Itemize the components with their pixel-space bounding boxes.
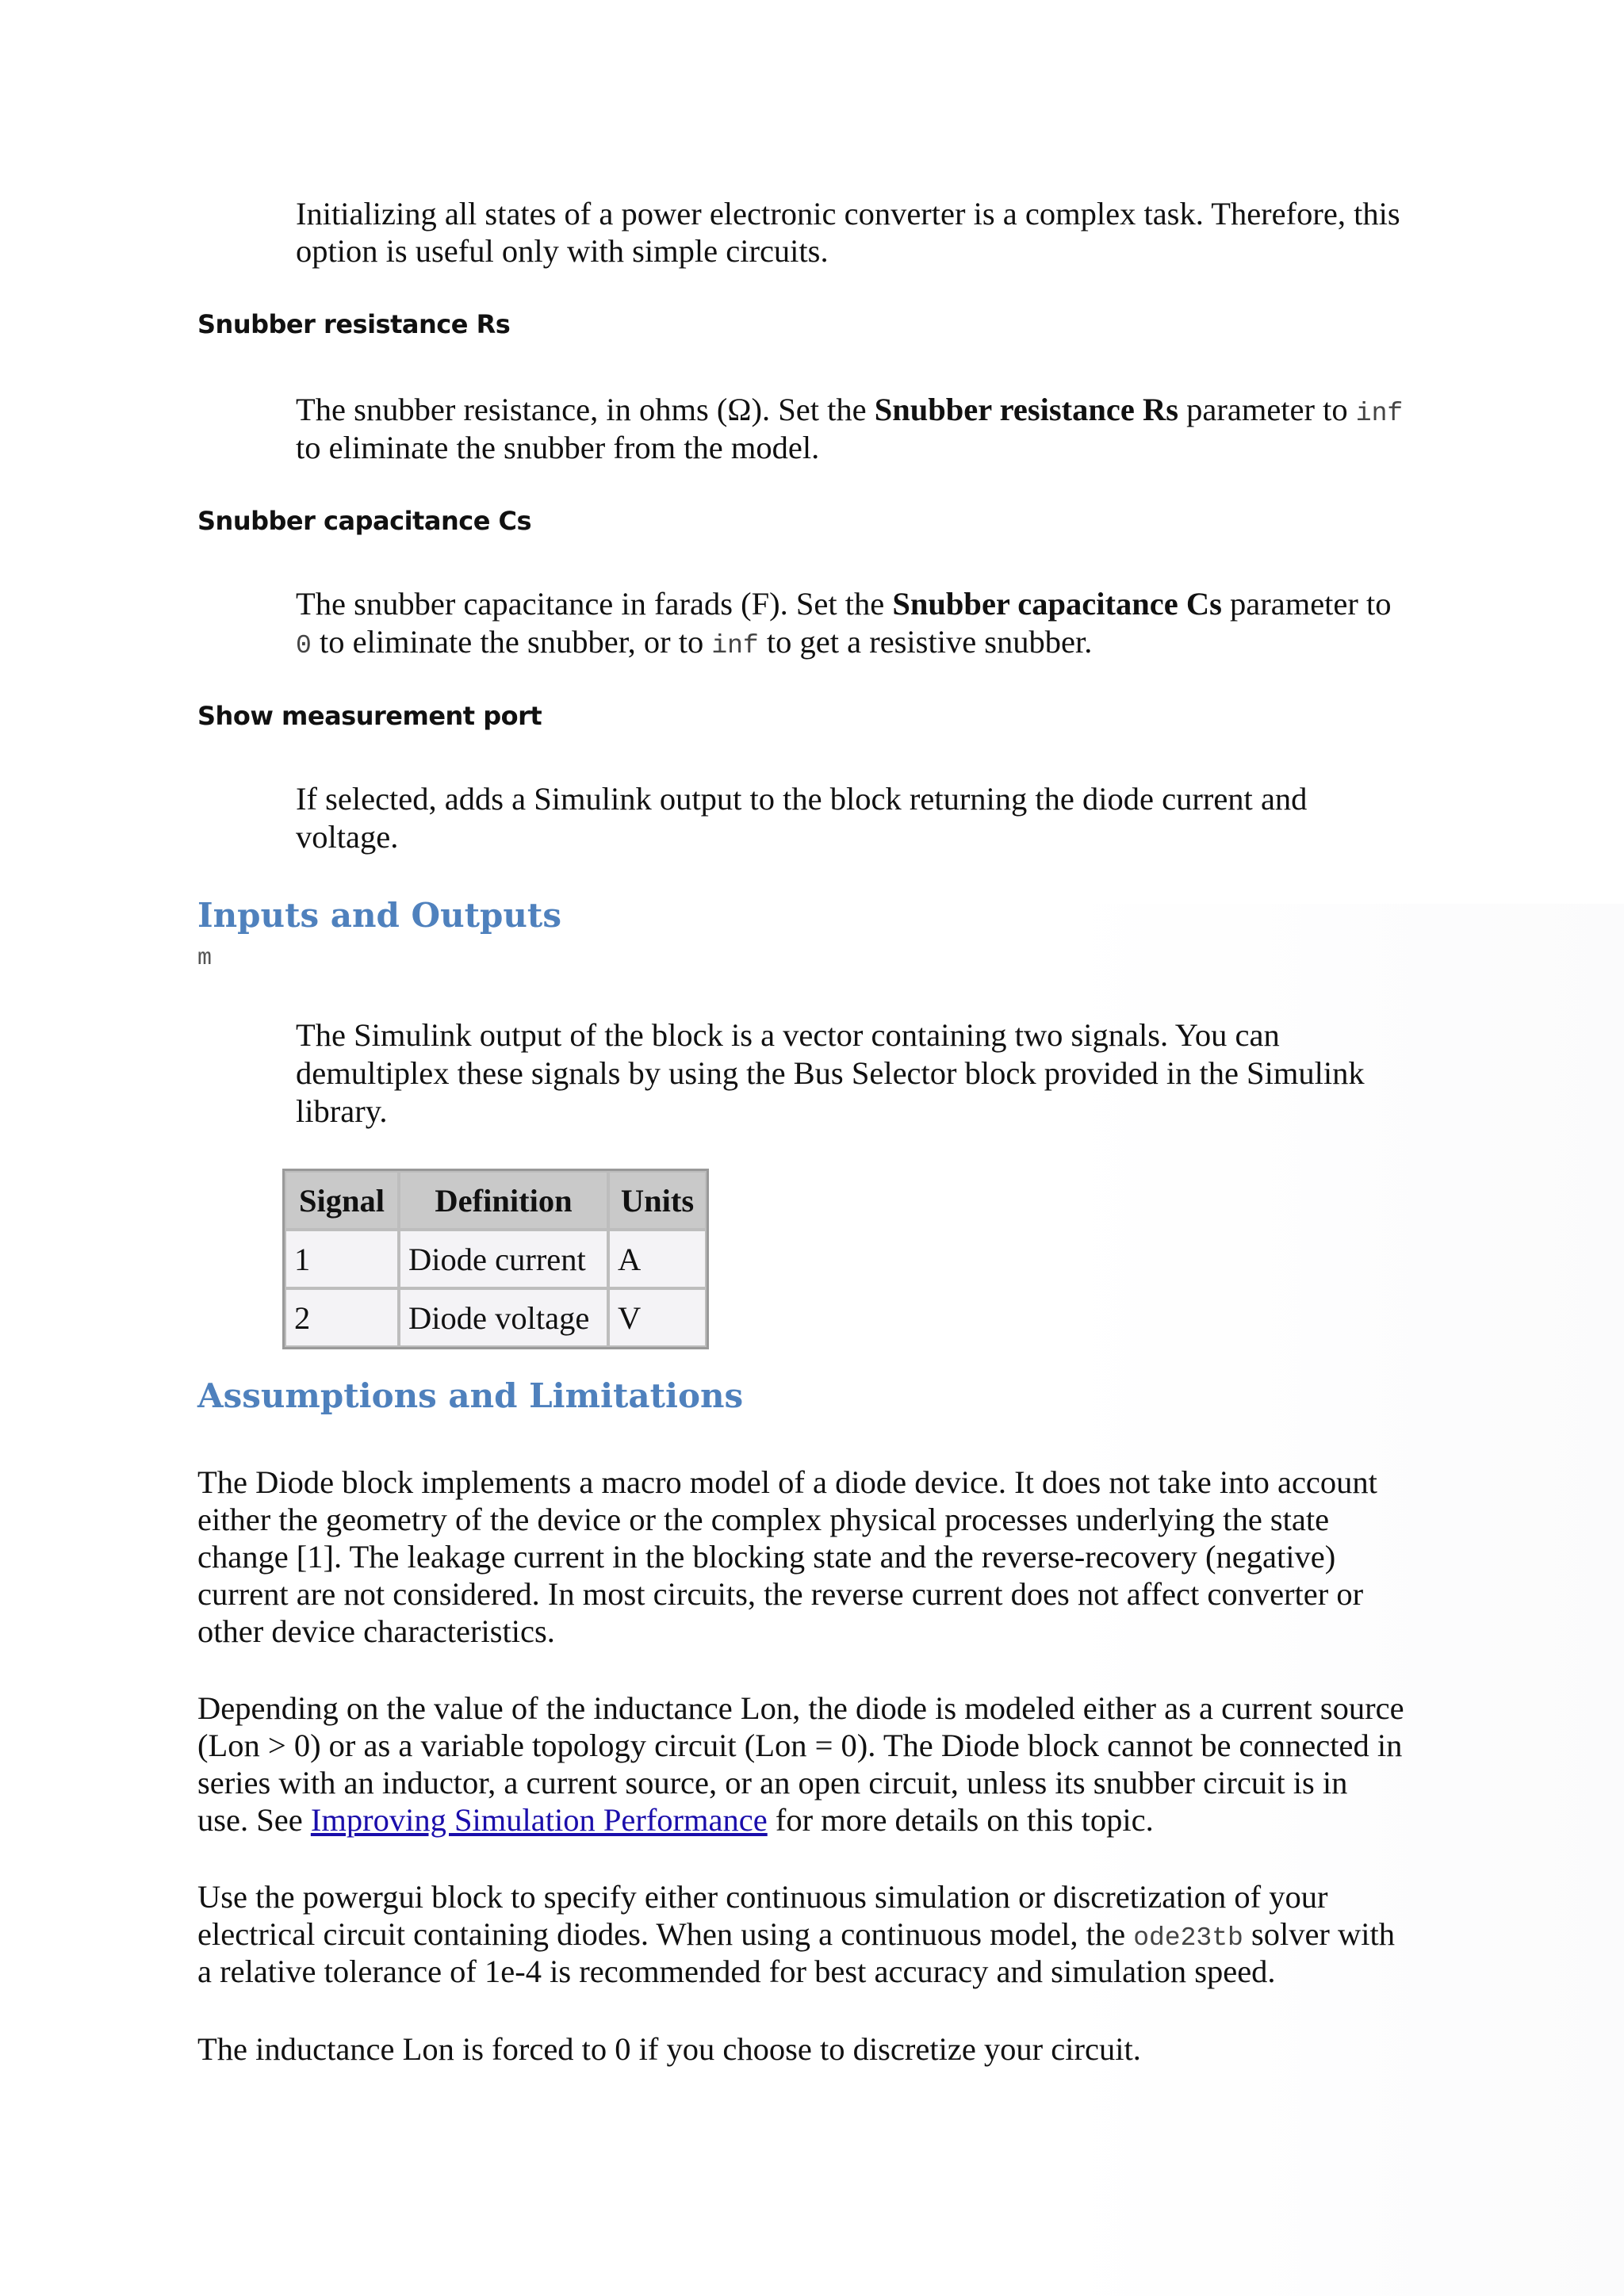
assumptions-p1-line-4: current are not considered. In most circuits, the reverse current does not affect converter or <box>197 1576 1364 1612</box>
measurement-line-1: If selected, adds a Simulink output to the block returning the diode current and <box>296 781 1308 817</box>
measurement-line-2: voltage. <box>296 819 399 855</box>
measurement-port-heading: Show measurement port <box>197 701 542 731</box>
table-cell: 2 <box>285 1288 399 1347</box>
assumptions-p3-line-3: a relative tolerance of 1e-4 is recommended for best accuracy and simulation speed. <box>197 1954 1276 1989</box>
table-cell: Diode current <box>399 1230 608 1288</box>
text: to eliminate the snubber, or to <box>311 624 712 660</box>
assumptions-p3-line-1: Use the powergui block to specify either continuous simulation or discretization of your <box>197 1879 1328 1915</box>
table-cell: Diode voltage <box>399 1288 608 1347</box>
table-cell: V <box>608 1288 707 1347</box>
table-header-row <box>285 1171 707 1230</box>
text: to get a resistive snubber. <box>758 624 1093 660</box>
io-line-1: The Simulink output of the block is a vector containing two signals. You can <box>296 1017 1280 1053</box>
assumptions-p3-line-2 <box>197 1915 1434 1957</box>
code-zero: 0 <box>296 631 312 660</box>
assumptions-p1-line-2: either the geometry of the device or the complex physical processes underlying the state <box>197 1502 1330 1537</box>
column-header: Signal <box>285 1171 399 1230</box>
assumptions-p2-line-1: Depending on the value of the inductance Lon, the diode is modeled either as a current source <box>197 1690 1404 1726</box>
param-name: Snubber resistance Rs <box>874 392 1178 427</box>
text: parameter to <box>1178 392 1356 427</box>
io-line-2: demultiplex these signals by using the Bus Selector block provided in the Simulink <box>296 1055 1365 1091</box>
intro-line-2: option is useful only with simple circuits. <box>296 233 829 269</box>
code-inf: inf <box>1355 399 1404 428</box>
text: The snubber capacitance in farads (F). Set the <box>296 586 893 622</box>
table-cell: 1 <box>285 1230 399 1288</box>
text: electrical circuit containing diodes. When using a continuous model, the <box>197 1916 1134 1952</box>
text: parameter to <box>1221 586 1392 622</box>
assumptions-p1-line-1: The Diode block implements a macro model of a diode device. It does not take into account <box>197 1464 1377 1500</box>
text: The snubber resistance, in ohms (Ω). Set the <box>296 392 875 427</box>
assumptions-p2-line-4 <box>197 1801 1434 1839</box>
assumptions-p4: The inductance Lon is forced to 0 if you choose to discretize your circuit. <box>197 2031 1141 2067</box>
intro-line-1: Initializing all states of a power electronic converter is a complex task. Therefore, this <box>296 196 1400 232</box>
column-header: Definition <box>399 1171 608 1230</box>
text: for more details on this topic. <box>767 1802 1154 1838</box>
inputs-outputs-heading: Inputs and Outputs <box>197 896 561 935</box>
text: solver with <box>1243 1916 1396 1952</box>
text: use. See <box>197 1802 311 1838</box>
snubber-resistance-line-1 <box>296 391 1430 432</box>
param-name: Snubber capacitance Cs <box>892 586 1222 622</box>
code-inf: inf <box>711 631 759 660</box>
assumptions-p2-line-3: series with an inductor, a current source, or an open circuit, unless its snubber circuit is in <box>197 1765 1348 1800</box>
table-row <box>285 1230 707 1288</box>
table-row <box>285 1288 707 1347</box>
snubber-resistance-heading: Snubber resistance Rs <box>197 309 511 339</box>
assumptions-p1-line-5: other device characteristics. <box>197 1613 555 1649</box>
assumptions-p1-line-3: change [1]. The leakage current in the blocking state and the reverse-recovery (negative) <box>197 1539 1336 1575</box>
assumptions-heading: Assumptions and Limitations <box>197 1376 744 1415</box>
code-ode23tb: ode23tb <box>1133 1923 1243 1953</box>
snubber-capacitance-line-1 <box>296 585 1430 622</box>
table-cell: A <box>608 1230 707 1288</box>
column-header: Units <box>608 1171 707 1230</box>
improving-simulation-performance-link[interactable]: Improving Simulation Performance <box>310 1802 768 1838</box>
snubber-capacitance-line-2 <box>296 623 1430 664</box>
io-line-3: library. <box>296 1093 388 1129</box>
signal-tag: m <box>197 945 213 972</box>
signal-table <box>282 1169 709 1349</box>
snubber-resistance-line-2: to eliminate the snubber from the model. <box>296 430 820 465</box>
snubber-capacitance-heading: Snubber capacitance Cs <box>197 506 532 536</box>
assumptions-p2-line-2: (Lon > 0) or as a variable topology circuit (Lon = 0). The Diode block cannot be connected in <box>197 1728 1403 1763</box>
